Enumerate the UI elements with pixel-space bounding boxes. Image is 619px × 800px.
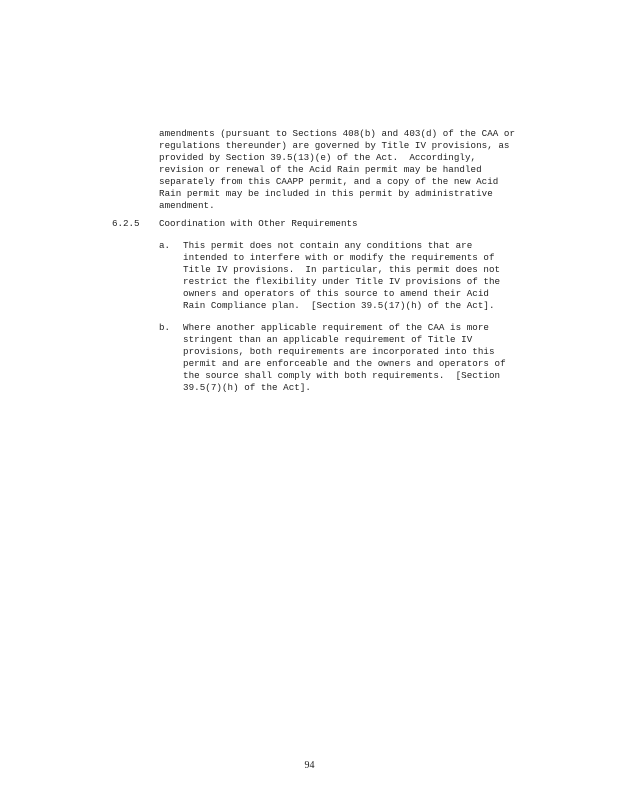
intro-line: amendment. xyxy=(159,200,215,211)
intro-line: provided by Section 39.5(13)(e) of the Act. Accordingly, xyxy=(159,152,477,163)
intro-line: separately from this CAAPP permit, and a copy of the new Acid xyxy=(159,176,499,187)
item-line: This permit does not contain any conditions that are xyxy=(183,240,473,251)
item-line: provisions, both requirements are incorporated into this xyxy=(183,346,495,357)
section-number: 6.2.5 xyxy=(112,218,140,229)
intro-line: revision or renewal of the Acid Rain permit may be handled xyxy=(159,164,482,175)
item-line: the source shall comply with both requirements. [Section xyxy=(183,370,501,381)
intro-line: regulations thereunder) are governed by Title IV provisions, as xyxy=(159,140,510,151)
item-line: stringent than an applicable requirement of Title IV xyxy=(183,334,473,345)
intro-line: amendments (pursuant to Sections 408(b) and 403(d) of the CAA or xyxy=(159,128,516,139)
item-line: Title IV provisions. In particular, this permit does not xyxy=(183,264,501,275)
page-number: 94 xyxy=(304,760,315,771)
item-line: owners and operators of this source to amend their Acid xyxy=(183,288,489,299)
section-title: Coordination with Other Requirements xyxy=(159,218,358,229)
item-line: Rain Compliance plan. [Section 39.5(17)(h) of the Act]. xyxy=(183,300,495,311)
item-line: restrict the flexibility under Title IV provisions of the xyxy=(183,276,501,287)
intro-line: Rain permit may be included in this permit by administrative xyxy=(159,188,493,199)
item-line: permit and are enforceable and the owners and operators of xyxy=(183,358,506,369)
item-label: a. xyxy=(159,240,171,251)
item-line: intended to interfere with or modify the requirements of xyxy=(183,252,495,263)
item-line: 39.5(7)(h) of the Act]. xyxy=(183,382,311,393)
item-label: b. xyxy=(159,322,171,333)
item-line: Where another applicable requirement of the CAA is more xyxy=(183,322,489,333)
